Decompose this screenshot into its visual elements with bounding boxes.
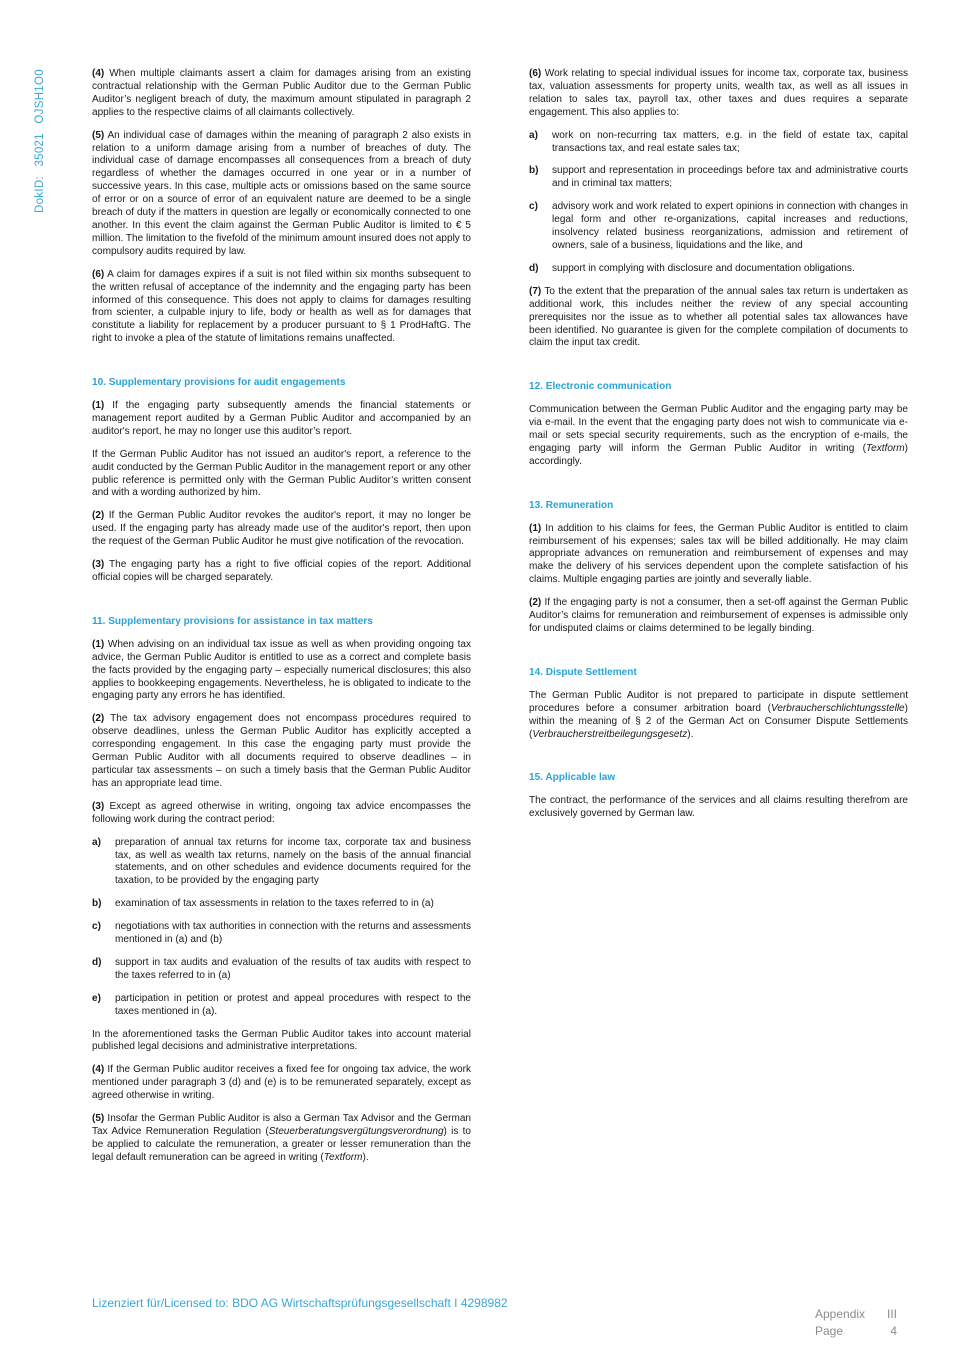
list-marker: a) <box>92 836 101 848</box>
list-item <box>92 837 471 889</box>
paragraph-number: (3) <box>92 559 105 571</box>
s11-paragraph-2 <box>92 713 471 790</box>
paragraph-text: The engaging party has a right to five official copies of the report. Additional official copies will be charged separately. <box>92 559 471 583</box>
s9-paragraph-5 <box>92 130 471 259</box>
s11-paragraph-4 <box>92 1064 471 1103</box>
paragraph-number: (6) <box>529 68 542 79</box>
paragraph-number: (3) <box>92 800 105 812</box>
list-item-text: support in complying with disclosure and documentation obligations. <box>552 262 855 274</box>
paragraph-number: (4) <box>92 68 105 79</box>
italic-term: Textform <box>865 442 905 454</box>
paragraph-text: The tax advisory engagement does not encompass procedures required to observe deadlines, unless the German Public Auditor has explicitly accepted a corresponding engagement. In this case the engaging party must provide the German Public Auditor with all documents required to observe deadlines – in particular tax assessments – on such a timely basis that the German Public Auditor has an appropriate lead time. <box>92 713 471 789</box>
paragraph-text: If the engaging party subsequently amends the financial statements or management report audited by a German Public Auditor and accompanied by an auditor's report, he may no longer use this auditor’s report. <box>92 400 471 437</box>
appendix-label: Appendix <box>815 1307 866 1321</box>
list-item <box>92 993 471 1019</box>
section-10-heading: 10. Supplementary provisions for audit engagements <box>92 377 346 389</box>
list-item-text: negotiations with tax authorities in connection with the returns and assessments mentioned in (a) and (b) <box>115 921 471 946</box>
paragraph-number: (7) <box>529 285 542 297</box>
paragraph-text: Insofar the German Public Auditor is also a German Tax Advisor and the German Tax Advice Remuneration Regulation ( <box>92 1113 471 1137</box>
list-item-text: work on non-recurring tax matters, e.g. in the field of estate tax, capital transactions tax, and real estate sales tax; <box>552 129 908 154</box>
paragraph-number: (1) <box>92 400 105 412</box>
left-column <box>92 68 471 1175</box>
italic-term: Textform <box>323 1151 363 1163</box>
paragraph-text: Except as agreed otherwise in writing, ongoing tax advice encompasses the following work during the contract period: <box>92 800 471 825</box>
list-item <box>92 898 471 911</box>
s11-paragraph-3-after: In the aforementioned tasks the German Public Auditor takes into account material published legal decisions and administrative interpretations. <box>92 1028 471 1053</box>
s15-paragraph: The contract, the performance of the services and all claims resulting therefrom are exclusively governed by German law. <box>529 795 908 820</box>
section-15-heading: 15. Applicable law <box>529 772 616 784</box>
list-item-text: support and representation in proceedings before tax and administrative courts and in criminal tax matters; <box>552 165 908 190</box>
paragraph-number: (4) <box>92 1064 105 1076</box>
section-12-heading: 12. Electronic communication <box>529 381 672 393</box>
paragraph-text: Communication between the German Public Auditor and the engaging party may be via e-mail. In the event that the engaging party does not wish to communicate via e-mail or sets special security requirements, such as the encryption of e-mails, the engaging party will inform the German Public Auditor in writing ( <box>529 404 908 454</box>
list-marker: c) <box>529 201 538 213</box>
page-footer <box>815 1306 897 1340</box>
paragraph-text: ). <box>687 728 694 740</box>
paragraph-number: (1) <box>529 522 542 534</box>
list-marker: d) <box>529 262 539 274</box>
paragraph-number: (2) <box>92 510 105 522</box>
s9-paragraph-6 <box>92 269 471 346</box>
doc-id-sidebar <box>34 48 50 213</box>
paragraph-text: When multiple claimants assert a claim for damages arising from an existing contractual relationship with the German Public Auditor due to the German Public Auditor’s negligent breach of duty, the maximum amount stipulated in paragraph 2 applies to the respective claims of all claimants collectively. <box>92 68 471 118</box>
list-marker: b) <box>92 898 102 910</box>
s10-paragraph-3 <box>92 559 471 585</box>
s10-paragraph-1b: If the German Public Auditor has not issued an auditor's report, a reference to the audit conducted by the German Public Auditor in the management report or any other public reference is permitted only with the German Public Auditor’s written consent and with a wording authorized by him. <box>92 448 471 499</box>
s11-paragraph-5 <box>92 1113 471 1165</box>
doc-id-text <box>34 69 46 213</box>
paragraph-text: An individual case of damages within the meaning of paragraph 2 also exists in relation to a uniform damage arising from a number of breaches of duty. The individual case of damage encompasses all consequences from a breach of duty regardless of whether the damages occurred in one year or in a number of successive years. In this case, multiple acts or omissions based on the same source of error or on a source of error of an equivalent nature are deemed to be a single breach of duty if the matters in question are legally or economically connected to one another. In this event the claim against the German Public Auditor is limited to € 5 million. The limitation to the fivefold of the minimum amount insured does not apply to compulsory audits required by law. <box>92 129 472 257</box>
italic-term: Verbraucherschlichtungsstelle <box>770 702 905 714</box>
appendix-row <box>815 1306 897 1323</box>
list-marker: d) <box>92 956 102 968</box>
paragraph-text: A claim for damages expires if a suit is not filed within six months subsequent to the written refusal of acceptance of the indemnity and the engaging party has been informed of this consequence. This does not apply to claims for damages resulting from scienter, a culpable injury to life, body or health as well as for damages that constitute a liability for replacement by a producer pursuant to § 1 ProdHaftG. The right to invoke a plea of the statute of limitations remains unaffected. <box>92 268 471 345</box>
s11-paragraph-3-list <box>92 837 471 1019</box>
s12-paragraph <box>529 404 908 469</box>
paragraph-text: The German Public Auditor is not prepared to participate in dispute settlement procedures before a consumer arbitration board ( <box>529 689 908 714</box>
list-item-text: preparation of annual tax returns for income tax, corporate tax and business tax, as well as wealth tax returns, namely on the basis of the annual financial statements, and on other schedules and evidence documents required for the taxation, to be provided by the engaging party <box>115 836 471 887</box>
page-label: Page <box>815 1324 844 1338</box>
paragraph-text: To the extent that the preparation of the annual sales tax return is undertaken as additional work, this includes neither the review of any special accounting prerequisites nor the issue as to whether all potential sales tax allowances have been identified. No guarantee is given for the complete compilation of documents to claim the input tax credit. <box>529 285 908 349</box>
paragraph-text: If the German Public auditor receives a fixed fee for ongoing tax advice, the work mentioned under paragraph 3 (d) and (e) is to be remunerated separately, except as agreed otherwise in writing. <box>92 1064 471 1102</box>
paragraph-number: (1) <box>92 638 105 650</box>
paragraph-text: In addition to his claims for fees, the German Public Auditor is entitled to claim reimbursement of his expenses; sales tax will be billed additionally. He may claim appropriate advances on remuneration and reimbursement of expenses and may make the delivery of his services dependent upon the complete satisfaction of his claims. Multiple engaging parties are jointly and severally liable. <box>529 522 908 586</box>
paragraph-text: Work relating to special individual issues for income tax, corporate tax, business tax, valuation assessments for property units, wealth tax, as well as all issues in relation to sales tax, payroll tax, other taxes and dues requires a separate engagement. This also applies to: <box>529 68 908 118</box>
list-item <box>92 957 471 983</box>
list-item-text: participation in petition or protest and appeal procedures with respect to the taxes mentioned in (a). <box>115 992 471 1017</box>
list-marker: b) <box>529 165 539 177</box>
s14-paragraph <box>529 690 908 742</box>
s10-paragraph-2 <box>92 510 471 549</box>
s10-paragraph-1 <box>92 400 471 439</box>
paragraph-number: (6) <box>92 268 105 280</box>
list-item <box>529 165 908 191</box>
paragraph-text: If the German Public Auditor revokes the auditor's report, it may no longer be used. If the engaging party has already made use of the auditor's report, then upon the request of the German Public Auditor he must give notification of the revocation. <box>92 510 471 548</box>
doc-id-label: DokID: <box>34 176 46 213</box>
section-13-heading: 13. Remuneration <box>529 499 614 511</box>
list-item <box>529 130 908 156</box>
doc-id-number: 35021 <box>34 133 46 167</box>
list-item-text: advisory work and work related to expert opinions in connection with changes in legal form and other re-organizations, capital increases and reductions, insolvency related business reorganizations, admission and retirement of owners, sale of a business, liquidations and the like, and <box>552 201 908 251</box>
list-item <box>92 921 471 947</box>
paragraph-text: ) within the meaning of § 2 of the German Act on Consumer Dispute Settlements ( <box>529 702 908 740</box>
paragraph-text: When advising on an individual tax issue as well as when providing ongoing tax advice, the German Public Auditor is entitled to use as a correct and complete basis the facts provided by the engaging party – especially numerical disclosures; this also applies to bookkeeping engagements. Nevertheless, he is obligated to indicate to the engaging party any errors he has identified. <box>92 638 471 702</box>
right-column <box>529 68 908 831</box>
s11-paragraph-7 <box>529 286 908 351</box>
page-row <box>815 1323 897 1340</box>
paragraph-text: ) is to be applied to calculate the remuneration, a greater or lesser remuneration than the legal default remuneration can be agreed in writing ( <box>92 1126 471 1163</box>
doc-id-code: OJSH1O0 <box>34 69 46 124</box>
list-item-text: support in tax audits and evaluation of the results of tax audits with respect to the taxes referred to in (a) <box>115 956 471 981</box>
section-11-heading: 11. Supplementary provisions for assistance in tax matters <box>92 615 373 627</box>
list-item <box>529 201 908 253</box>
license-footer: Lizenziert für/Licensed to: BDO AG Wirtschaftsprüfungsgesellschaft I 4298982 <box>92 1296 508 1310</box>
s13-paragraph-2 <box>529 597 908 636</box>
s11-paragraph-3 <box>92 801 471 827</box>
list-marker: e) <box>92 992 101 1004</box>
list-item-text: examination of tax assessments in relation to the taxes referred to in (a) <box>115 898 434 910</box>
paragraph-number: (2) <box>529 597 542 609</box>
paragraph-number: (5) <box>92 129 105 141</box>
section-14-heading: 14. Dispute Settlement <box>529 666 637 678</box>
paragraph-number: (2) <box>92 713 105 725</box>
s9-paragraph-4 <box>92 68 471 120</box>
paragraph-text: ). <box>362 1151 369 1163</box>
list-item <box>529 263 908 276</box>
italic-term: Steuerberatungsvergütungsverordnung <box>268 1126 444 1137</box>
appendix-value: III <box>886 1307 897 1321</box>
s13-paragraph-1 <box>529 523 908 588</box>
paragraph-text: ) accordingly. <box>529 442 908 467</box>
list-marker: c) <box>92 921 101 933</box>
s11-paragraph-6 <box>529 68 908 120</box>
page-number: 4 <box>890 1324 897 1338</box>
paragraph-number: (5) <box>92 1113 105 1125</box>
list-marker: a) <box>529 129 538 141</box>
italic-term: Verbraucherstreitbeilegungsgesetz <box>532 728 688 740</box>
paragraph-text: If the engaging party is not a consumer, then a set-off against the German Public Auditor’s claims for remuneration and reimbursement of expenses is admissible only for undisputed claims or claims determined to be legally binding. <box>529 597 908 634</box>
s11-paragraph-6-list <box>529 130 908 276</box>
s11-paragraph-1 <box>92 639 471 704</box>
